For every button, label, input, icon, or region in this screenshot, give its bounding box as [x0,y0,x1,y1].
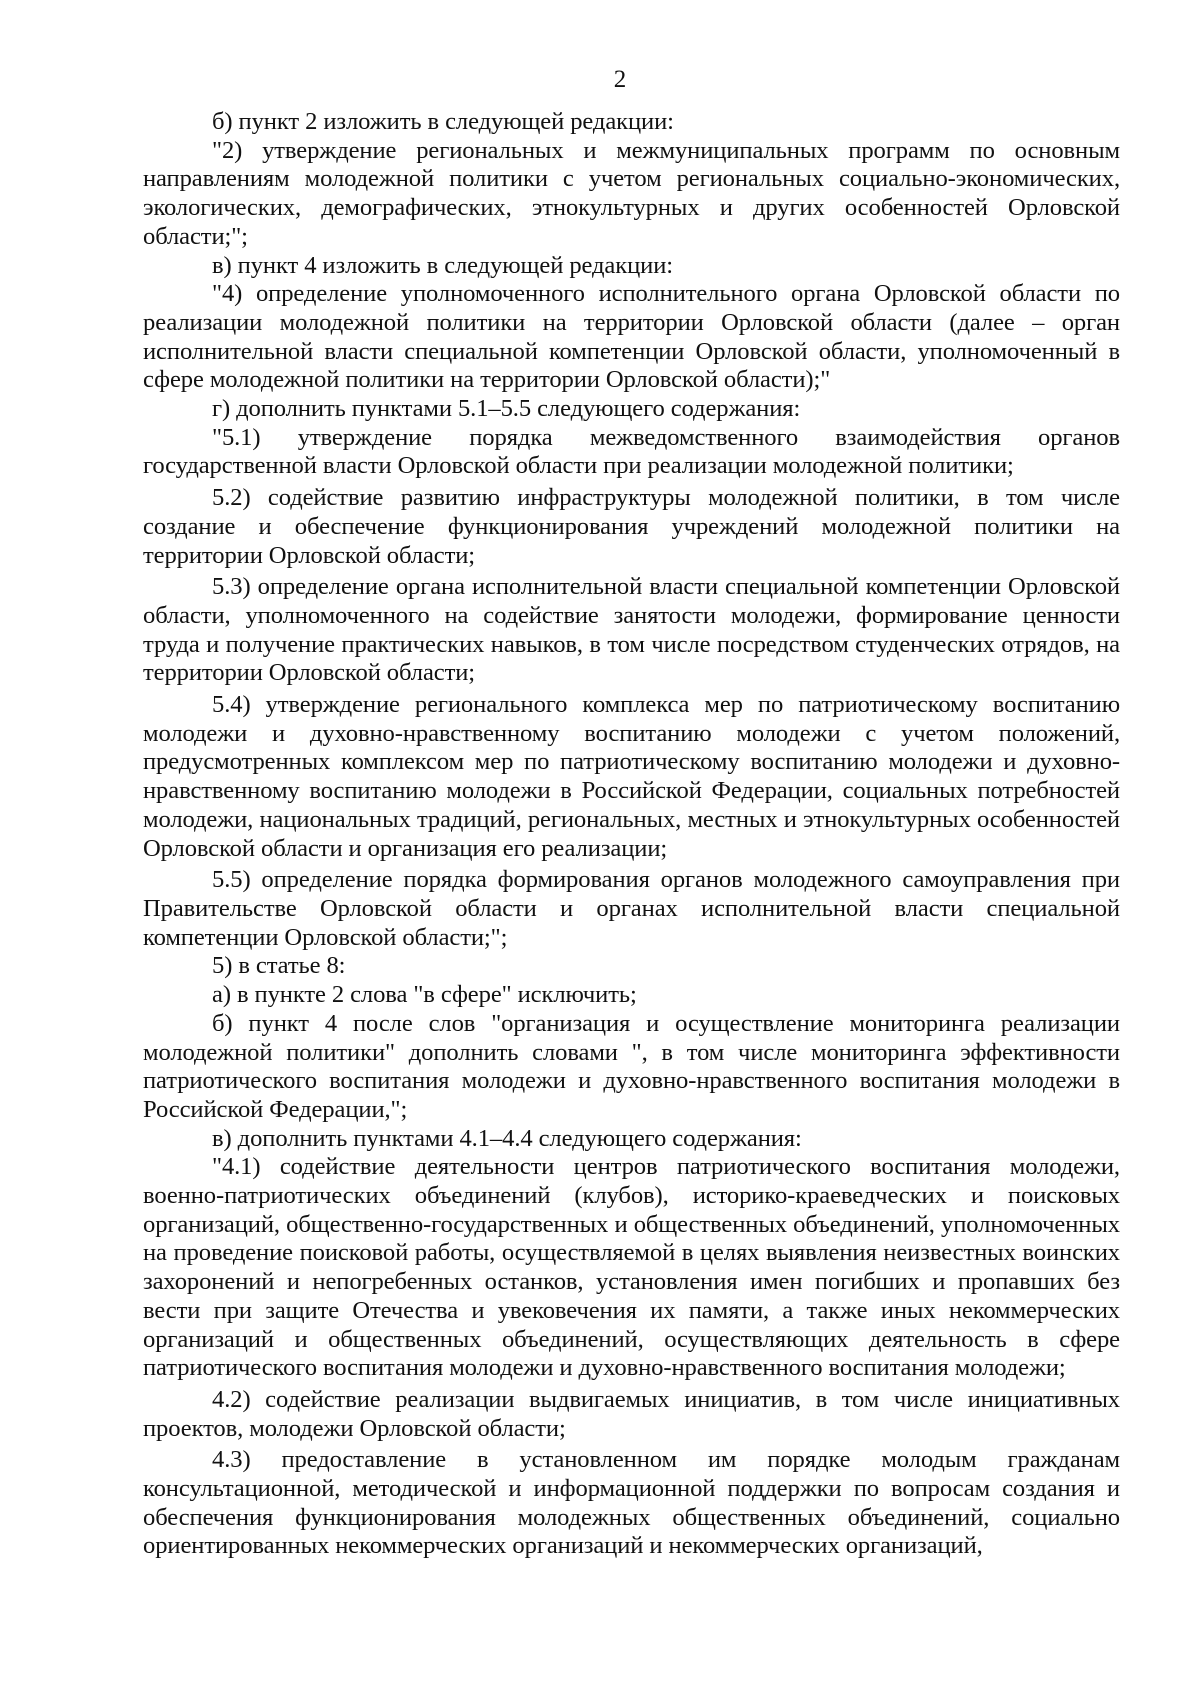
paragraph: 4.2) содействие реализации выдвигаемых инициатив, в том числе инициативных проектов, молодежи Орловской области; [143,1385,1120,1442]
paragraph: 5.2) содействие развитию инфраструктуры молодежной политики, в том числе создание и обеспечение функционирования учреждений молодежной политики на территории Орловской области; [143,484,1120,569]
page-number: 2 [613,66,627,93]
paragraph: 5.4) утверждение регионального комплекса мер по патриотическому воспитанию молодежи и духовно-нравственному воспитанию молодежи с учетом положений, предусмотренных комплексом мер по патриотическому воспитанию молодежи и духовно-нравственному воспитанию молодежи в Российской Федерации, социальных потребностей молодежи, национальных традиций, региональных, местных и этнокультурных особенностей Орловской области и организация его реализации; [143,691,1120,862]
paragraph: 5.5) определение порядка формирования органов молодежного самоуправления при Правительстве Орловской области и органах исполнительной власти специальной компетенции Орловской области;"; [143,866,1120,951]
paragraph: г) дополнить пунктами 5.1–5.5 следующего содержания: [212,395,801,423]
paragraph: 4.3) предоставление в установленном им порядке молодым гражданам консультационной, методической и информационной поддержки по вопросам создания и обеспечения функционирования молодежных общественных объединений, социально ориентированных некоммерческих организаций и некоммерческих организаций, [143,1446,1120,1560]
paragraph: "4.1) содействие деятельности центров патриотического воспитания молодежи, военно-патриотических объединений (клубов), историко-краеведческих и поисковых организаций, общественно-государственных и общественных объединений, уполномоченных на проведение поисковой работы, осуществляемой в целях выявления неизвестных воинских захоронений и непогребенных останков, установления имен погибших и пропавших без вести при защите Отечества и увековечения их памяти, а также иных некоммерческих организаций и общественных объединений, осуществляющих деятельность в сфере патриотического воспитания молодежи и духовно-нравственного воспитания молодежи; [143,1153,1120,1382]
paragraph: б) пункт 2 изложить в следующей редакции: [212,108,674,135]
paragraph: б) пункт 4 после слов "организация и осуществление мониторинга реализации молодежной политики" дополнить словами ", в том числе мониторинга эффективности патриотического воспитания молодежи и духовно-нравственного воспитания молодежи в Российской Федерации,"; [143,1009,1120,1123]
paragraph: в) дополнить пунктами 4.1–4.4 следующего содержания: [212,1124,802,1152]
paragraph: 5.3) определение органа исполнительной власти специальной компетенции Орловской области, уполномоченного на содействие занятости молодежи, формирование ценности труда и получение практических навыков, в том числе посредством студенческих отрядов, на территории Орловской области; [143,573,1120,687]
paragraph: в) пункт 4 изложить в следующей редакции: [212,251,674,279]
paragraph: "2) утверждение региональных и межмуниципальных программ по основным направлениям молодежной политики с учетом региональных социально-экономических, экологических, демографических, этнокультурных и других особенностей Орловской области;"; [143,136,1120,250]
paragraph: а) в пункте 2 слова "в сфере" исключить; [212,981,637,1009]
paragraph: "4) определение уполномоченного исполнительного органа Орловской области по реализации молодежной политики на территории Орловской области (далее – орган исполнительной власти специальной компетенции Орловской области, уполномоченный в сфере молодежной политики на территории Орловской области);" [143,280,1120,394]
paragraph: "5.1) утверждение порядка межведомственного взаимодействия органов государственной власти Орловской области при реализации молодежной политики; [143,423,1120,480]
paragraph: 5) в статье 8: [212,952,346,980]
document-body [143,108,1120,1561]
